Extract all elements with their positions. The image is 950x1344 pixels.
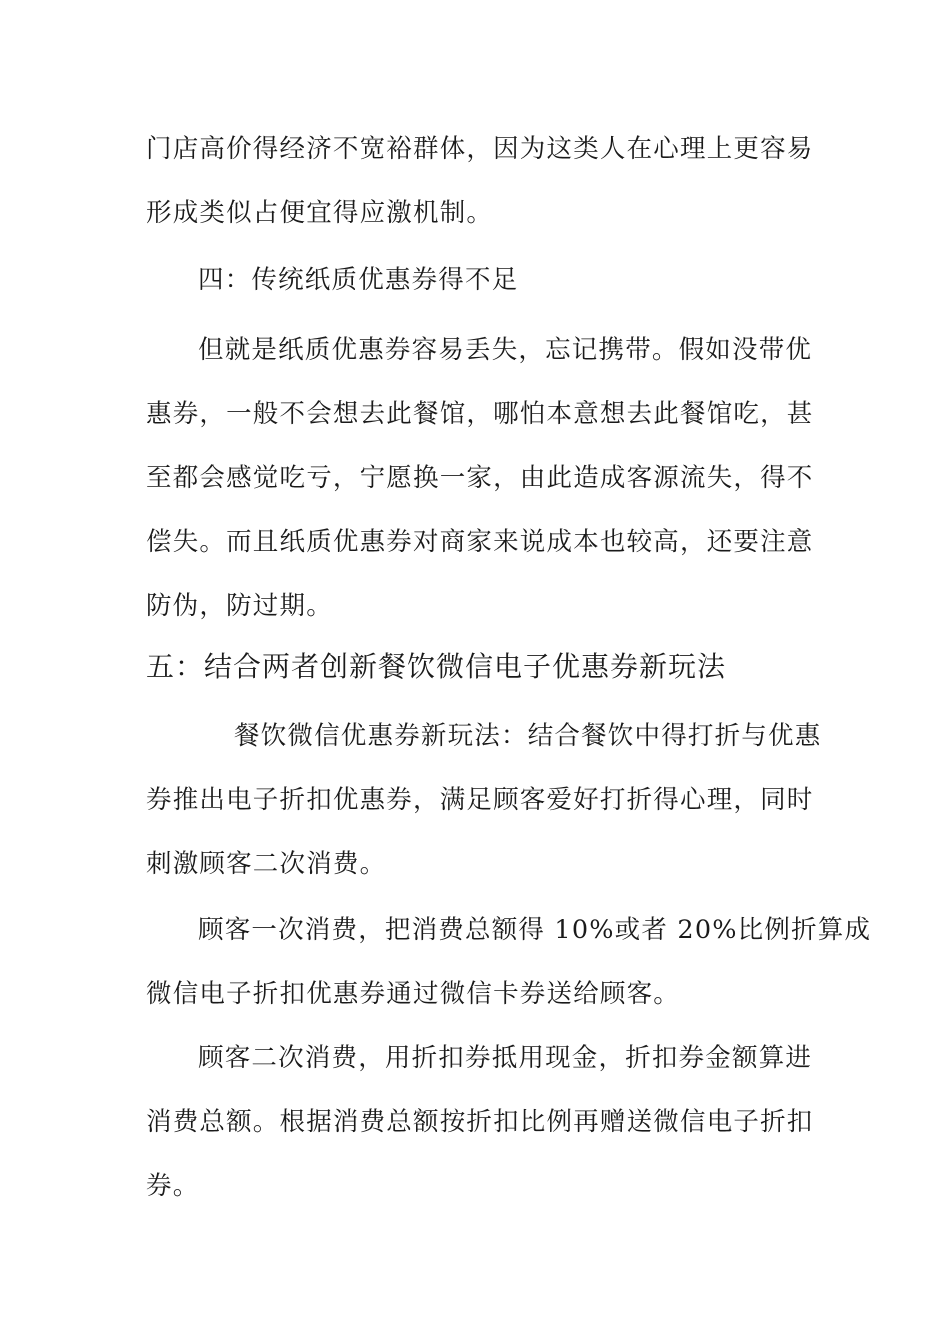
paragraph-paper-coupon-drawbacks bbox=[146, 318, 814, 638]
text-line: 券推出电子折扣优惠券，满足顾客爱好打折得心理，同时 bbox=[146, 785, 814, 815]
text-line: 刺激顾客二次消费。 bbox=[146, 849, 387, 879]
section-heading-five bbox=[146, 637, 726, 697]
paragraph-second-consumption bbox=[146, 1026, 814, 1218]
text-line: 顾客一次消费，把消费总额得 10%或者 20%比例折算成 bbox=[198, 915, 872, 945]
heading-text: 四：传统纸质优惠券得不足 bbox=[198, 265, 519, 295]
text-line: 但就是纸质优惠券容易丢失，忘记携带。假如没带优 bbox=[198, 335, 813, 365]
text-line: 门店高价得经济不宽裕群体，因为这类人在心理上更容易 bbox=[146, 134, 814, 164]
heading-text: 五：结合两者创新餐饮微信电子优惠券新玩法 bbox=[146, 650, 727, 683]
text-line: 餐饮微信优惠券新玩法：结合餐饮中得打折与优惠 bbox=[234, 721, 822, 751]
text-line: 惠券，一般不会想去此餐馆，哪怕本意想去此餐馆吃，甚 bbox=[146, 399, 814, 429]
text-line: 防伪，防过期。 bbox=[146, 591, 333, 621]
paragraph-target-group bbox=[146, 117, 814, 245]
text-line: 至都会感觉吃亏，宁愿换一家，由此造成客源流失，得不 bbox=[146, 463, 814, 493]
text-line: 微信电子折扣优惠券通过微信卡券送给顾客。 bbox=[146, 979, 681, 1009]
text-line: 消费总额。根据消费总额按折扣比例再赠送微信电子折扣 bbox=[146, 1107, 814, 1137]
section-heading-four bbox=[146, 248, 814, 312]
text-line: 顾客二次消费，用折扣券抵用现金，折扣券金额算进 bbox=[198, 1043, 813, 1073]
paragraph-first-consumption bbox=[146, 898, 872, 1026]
text-line: 偿失。而且纸质优惠券对商家来说成本也较高，还要注意 bbox=[146, 527, 814, 557]
paragraph-new-gameplay bbox=[146, 704, 822, 896]
text-line: 形成类似占便宜得应激机制。 bbox=[146, 198, 494, 228]
text-line: 券。 bbox=[146, 1171, 200, 1201]
